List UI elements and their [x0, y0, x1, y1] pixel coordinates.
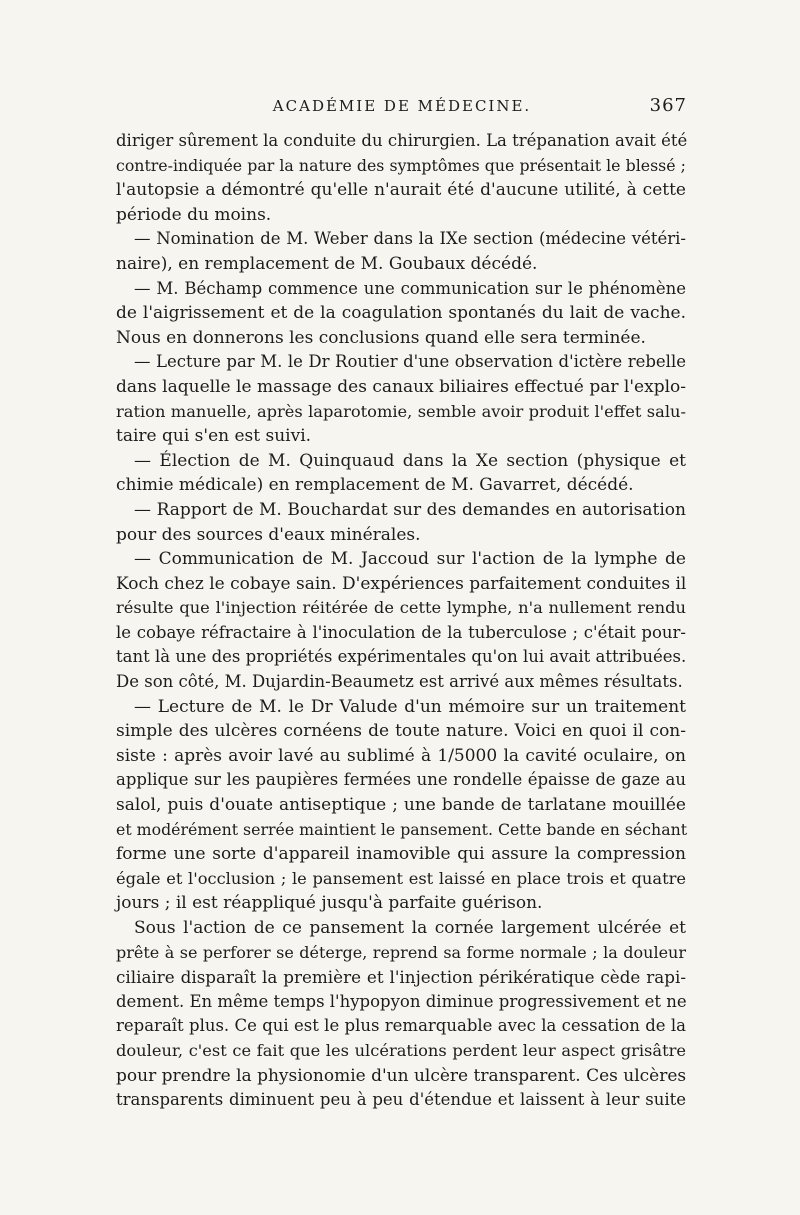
text-line: et modérément serrée maintient le pansement. Cette bande en séchant [116, 819, 688, 839]
text-line: de l'aigrissement et de la coagulation spontanés du lait de vache. [116, 303, 686, 324]
text-line: pour des sources d'eaux minérales. [116, 524, 421, 545]
text-line: — Lecture par M. le Dr Routier d'une observation d'ictère rebelle [134, 352, 686, 372]
running-head [117, 97, 687, 123]
text-line: forme une sorte d'appareil inamovible qui assure la compression [116, 844, 686, 865]
text-line: douleur, c'est ce fait que les ulcérations perdent leur aspect grisâtre [116, 1040, 686, 1060]
text-line: simple des ulcères cornéens de toute nature. Voici en quoi il con- [116, 721, 686, 742]
text-line: naire), en remplacement de M. Goubaux décédé. [116, 253, 538, 274]
text-line: salol, puis d'ouate antiseptique ; une bande de tarlatane mouillée [116, 795, 686, 816]
text-line: dans laquelle le massage des canaux biliaires effectué par l'explo- [116, 376, 686, 397]
text-line: siste : après avoir lavé au sublimé à 1/5000 la cavité oculaire, on [116, 745, 686, 766]
text-line: contre-indiquée par la nature des symptômes que présentait le blessé ; [116, 155, 686, 175]
text-line: — Nomination de M. Weber dans la IXe section (médecine vétéri- [134, 229, 686, 249]
text-line: applique sur les paupières fermées une rondelle épaisse de gaze au [116, 770, 686, 790]
text-line: transparents diminuent peu à peu d'étendue et laissent à leur suite [116, 1090, 686, 1110]
text-line: — M. Béchamp commence une communication sur le phénomène [134, 278, 686, 298]
text-line: taire qui s'en est suivi. [116, 426, 312, 447]
text-line: — Lecture de M. le Dr Valude d'un mémoire sur un traitement [134, 696, 686, 717]
text-line: ration manuelle, après laparotomie, semble avoir produit l'effet salu- [116, 401, 686, 421]
text-line: ciliaire disparaît la première et l'injection périkératique cède rapi- [116, 967, 686, 988]
text-line: prête à se perforer se déterge, reprend sa forme normale ; la douleur [116, 942, 686, 962]
text-line: période du moins. [116, 204, 272, 225]
text-line: jours ; il est réappliqué jusqu'à parfaite guérison. [116, 893, 543, 914]
text-line: diriger sûrement la conduite du chirurgien. La trépanation avait été [116, 131, 688, 150]
text-line: tant là une des propriétés expérimentales qu'on lui avait attribuées. [116, 647, 687, 667]
text-line: — Communication de M. Jaccoud sur l'action de la lymphe de [134, 549, 686, 570]
text-line: l'autopsie a démontré qu'elle n'aurait été d'aucune utilité, à cette [116, 180, 686, 201]
text-line: dement. En même temps l'hypopyon diminue progressivement et ne [116, 991, 687, 1011]
text-line: égale et l'occlusion ; le pansement est laissé en place trois et quatre [116, 868, 686, 888]
text-line: Nous en donnerons les conclusions quand elle sera terminée. [116, 327, 646, 348]
running-title: ACADÉMIE DE MÉDECINE. [272, 97, 532, 115]
text-line: reparaît plus. Ce qui est le plus remarquable avec la cessation de la [116, 1016, 686, 1036]
text-line: — Rapport de M. Bouchardat sur des demandes en autorisation [134, 499, 686, 520]
text-line: Koch chez le cobaye sain. D'expériences parfaitement conduites il [116, 573, 687, 594]
text-line: De son côté, M. Dujardin-Beaumetz est arrivé aux mêmes résultats. [116, 672, 683, 692]
text-line: chimie médicale) en remplacement de M. Gavarret, décédé. [116, 475, 634, 496]
body-text [116, 129, 686, 1113]
page-number: 367 [649, 95, 687, 116]
text-line: — Élection de M. Quinquaud dans la Xe section (physique et [134, 450, 686, 471]
text-line: Sous l'action de ce pansement la cornée largement ulcérée et [134, 918, 686, 938]
text-line: pour prendre la physionomie d'un ulcère transparent. Ces ulcères [116, 1065, 687, 1086]
text-line: le cobaye réfractaire à l'inoculation de la tuberculose ; c'était pour- [116, 622, 686, 642]
text-line: résulte que l'injection réitérée de cette lymphe, n'a nullement rendu [116, 598, 686, 618]
